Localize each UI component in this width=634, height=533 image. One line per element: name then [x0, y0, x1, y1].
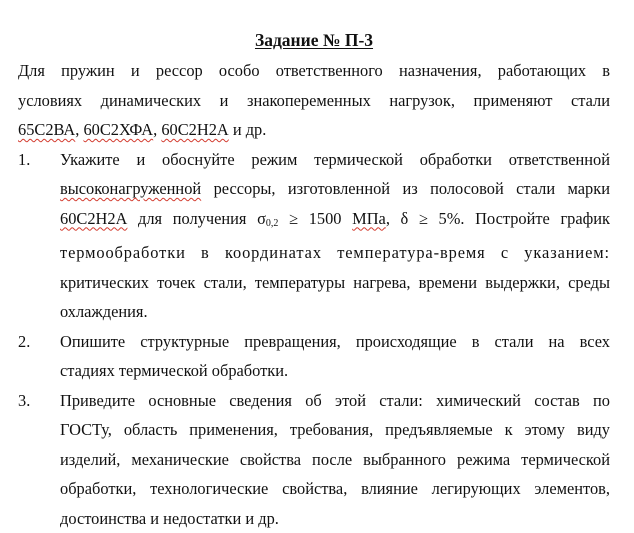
- list-item-number: 1.: [18, 145, 40, 175]
- task-1-line-4: термообработки в координатах температура-время с указанием:: [60, 238, 610, 268]
- list-item: [18, 145, 610, 327]
- task-list: [18, 145, 610, 533]
- task-1-line-1: Укажите и обоснуйте режим термической обработки ответственной: [60, 145, 610, 175]
- task-1-line-2-rest: рессоры, изготовленной из полосовой стали марки: [201, 179, 610, 198]
- list-item: [18, 386, 610, 533]
- unit-mpa: МПа: [352, 209, 386, 228]
- steel-grade-65s2va: 65С2ВА: [18, 120, 75, 139]
- list-item: [18, 327, 610, 386]
- task-1-line-3-c: , δ ≥ 5%. Постройте график: [386, 209, 610, 228]
- intro-paragraph: [18, 56, 610, 145]
- steel-grade-60s2n2a: 60С2Н2А: [161, 120, 228, 139]
- intro-tail: и др.: [229, 120, 267, 139]
- steel-grade-60s2hfa: 60С2ХФА: [83, 120, 153, 139]
- task-3-line-2: ГОСТу, область применения, требования, предъявляемые к этому виду: [60, 415, 610, 445]
- task-3-line-3: изделий, механические свойства после выбранного режима термической: [60, 445, 610, 475]
- sigma-subscript: 0,2: [266, 218, 279, 229]
- task-1-line-2: [60, 174, 610, 204]
- intro-line-2: условиях динамических и знакопеременных нагрузок, применяют стали: [18, 86, 610, 116]
- intro-line-3: [18, 115, 610, 145]
- page-title: Задание № П-3: [18, 0, 610, 50]
- task-1-line-6: охлаждения.: [60, 297, 610, 327]
- task-3-line-1: Приведите основные сведения об этой стали: химический состав по: [60, 386, 610, 416]
- task-1-line-5: критических точек стали, температуры нагрева, времени выдержки, среды: [60, 268, 610, 298]
- task-3-line-4: обработки, технологические свойства, влияние легирующих элементов,: [60, 474, 610, 504]
- task-2-line-2: стадиях термической обработки.: [60, 356, 610, 386]
- steel-grade-60s2n2a: 60С2Н2А: [60, 209, 127, 228]
- task-1-line-3-b: ≥ 1500: [278, 209, 352, 228]
- task-1-line-3: [60, 204, 610, 239]
- list-item-number: 2.: [18, 327, 40, 357]
- task-3-line-5: достоинства и недостатки и др.: [60, 504, 610, 533]
- task-1-line-3-a: для получения σ: [127, 209, 266, 228]
- intro-line-1: Для пружин и рессор особо ответственного назначения, работающих в: [18, 56, 610, 86]
- separator: ,: [153, 120, 161, 139]
- word-highly-loaded: высоконагруженной: [60, 179, 201, 198]
- list-item-number: 3.: [18, 386, 40, 416]
- separator: ,: [75, 120, 83, 139]
- task-2-line-1: Опишите структурные превращения, происходящие в стали на всех: [60, 327, 610, 357]
